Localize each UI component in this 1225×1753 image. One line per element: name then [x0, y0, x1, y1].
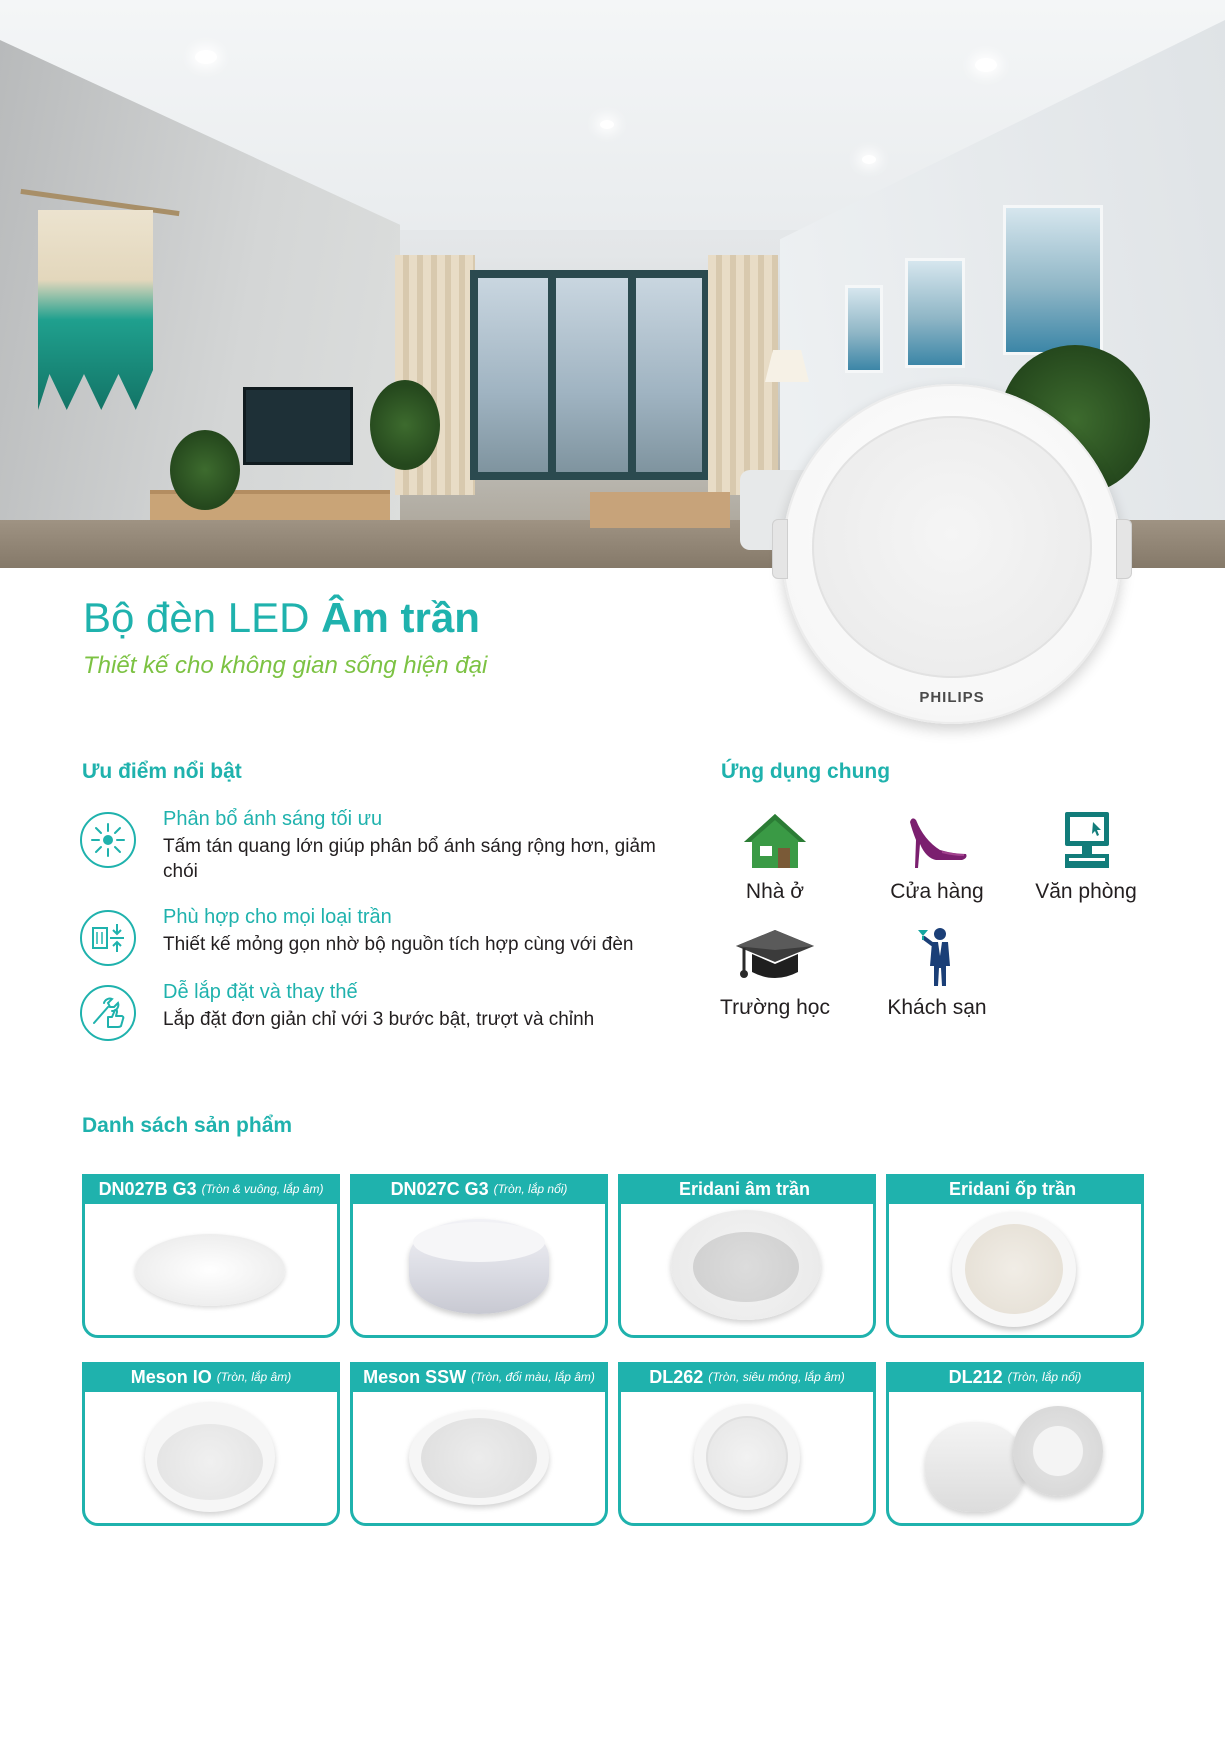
product-image: [621, 1392, 873, 1523]
product-image: [889, 1204, 1141, 1335]
feature-item: [80, 981, 680, 1041]
product-name: DN027B G3: [98, 1178, 197, 1199]
application-item: [867, 810, 1007, 904]
product-note: (Tròn, lắp âm): [216, 1370, 292, 1384]
application-item: [705, 810, 845, 904]
product-name: DL212: [948, 1366, 1003, 1387]
page-subtitle: Thiết kế cho không gian sống hiện đại: [83, 652, 488, 679]
product-card-eridani-op-tran[interactable]: [886, 1174, 1144, 1338]
house-icon: [740, 810, 810, 872]
downlight-product-image: [782, 384, 1122, 724]
applications-heading: Ứng dụng chung: [721, 760, 891, 783]
feature-title: Phân bổ ánh sáng tối ưu: [163, 808, 383, 830]
products-heading: Danh sách sản phẩm: [82, 1114, 293, 1137]
graduation-cap-icon: [740, 926, 810, 988]
product-card-meson-io[interactable]: [82, 1362, 340, 1526]
product-card-dl262[interactable]: [618, 1362, 876, 1526]
wall-tapestry: [38, 210, 153, 410]
product-card-eridani-am-tran[interactable]: [618, 1174, 876, 1338]
product-card-dl212[interactable]: [886, 1362, 1144, 1526]
product-note: (Tròn & vuông, lắp âm): [201, 1182, 324, 1196]
title-light: Bộ đèn LED: [83, 594, 310, 641]
application-label: Khách sạn: [887, 996, 987, 1019]
product-image: [85, 1204, 337, 1335]
product-note: (Tròn, lắp nổi): [493, 1182, 568, 1196]
title-bold: Âm trần: [321, 594, 480, 641]
waiter-icon: [902, 926, 972, 988]
product-name: DN027C G3: [390, 1178, 489, 1199]
application-label: Văn phòng: [1035, 880, 1137, 903]
product-name: Eridani âm trần: [678, 1178, 811, 1199]
product-name: Meson IO: [130, 1366, 212, 1387]
feature-description: Tấm tán quang lớn giúp phân bổ ánh sáng rộng hơn, giảm chói: [163, 836, 656, 882]
product-image: [889, 1392, 1141, 1523]
application-label: Nhà ở: [745, 880, 805, 903]
feature-description: Thiết kế mỏng gọn nhờ bộ nguồn tích hợp cùng với đèn: [163, 934, 634, 955]
product-image: [85, 1392, 337, 1523]
office-computer-icon: [1051, 810, 1121, 872]
product-image: [621, 1204, 873, 1335]
advantages-heading: Ưu điểm nổi bật: [82, 760, 242, 783]
feature-item: [80, 808, 680, 888]
tools-thumbs-up-icon: [80, 985, 136, 1041]
application-item: [1016, 810, 1156, 904]
product-note: (Tròn, lắp nổi): [1007, 1370, 1082, 1384]
product-name: Meson SSW: [363, 1366, 467, 1387]
product-name: DL262: [649, 1366, 704, 1387]
feature-item: [80, 906, 680, 966]
product-card-meson-ssw[interactable]: [350, 1362, 608, 1526]
product-note: (Tròn, đổi màu, lắp âm): [471, 1370, 595, 1384]
product-name: Eridani ốp trần: [948, 1178, 1076, 1199]
feature-description: Lắp đặt đơn giản chỉ với 3 bước bật, trượt và chỉnh: [163, 1009, 595, 1030]
product-note: (Tròn, siêu mỏng, lắp âm): [708, 1370, 845, 1384]
product-image: [353, 1204, 605, 1335]
product-card-dn027b[interactable]: [82, 1174, 340, 1338]
window: [470, 270, 710, 480]
product-card-dn027c[interactable]: [350, 1174, 608, 1338]
product-image: [353, 1392, 605, 1523]
ceiling-fit-icon: [80, 910, 136, 966]
application-label: Cửa hàng: [890, 880, 984, 903]
light-distribution-icon: [80, 812, 136, 868]
application-item: [867, 926, 1007, 1020]
feature-title: Dễ lắp đặt và thay thế: [163, 981, 358, 1003]
television: [243, 387, 353, 465]
application-label: Trường học: [720, 996, 830, 1019]
feature-title: Phù hợp cho mọi loại trần: [163, 906, 392, 928]
high-heel-icon: [902, 810, 972, 872]
application-item: [705, 926, 845, 1020]
brand-logo: PHILIPS: [919, 689, 985, 706]
page-title: [83, 594, 480, 642]
